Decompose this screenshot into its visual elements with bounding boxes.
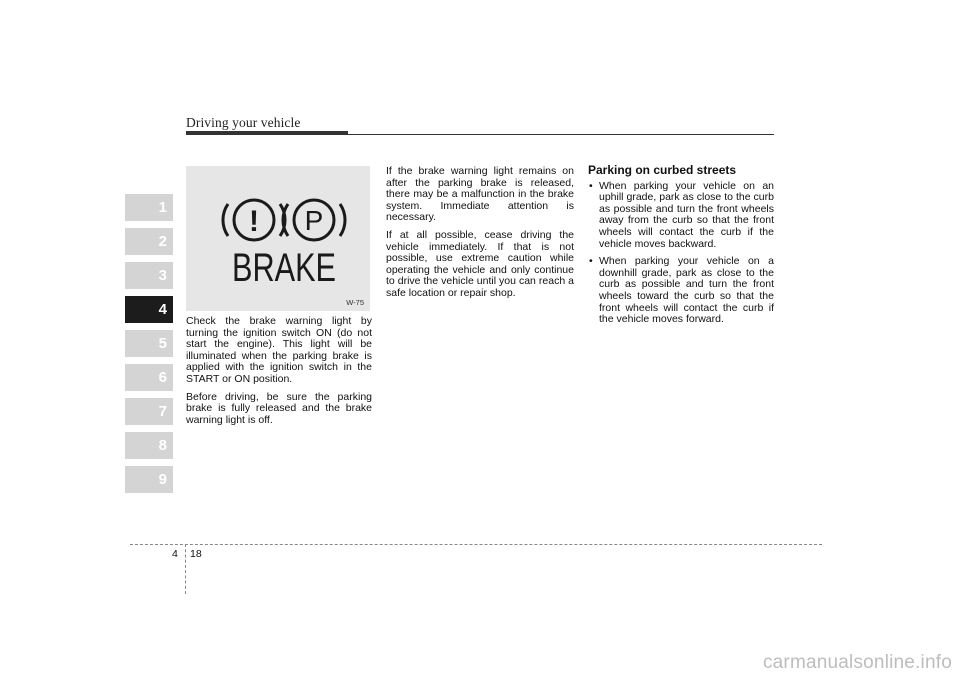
brake-warning-figure xyxy=(186,166,370,311)
chapter-tab-9[interactable]: 9 xyxy=(125,466,173,493)
column-middle xyxy=(386,166,574,306)
brake-warning-light-icon xyxy=(186,166,370,311)
bullet-downhill: • When parking your vehicle on a downhill grade, park as close to the curb as possible and turn the front wheels toward the curb so that the front wheels will contact the curb if the vehicle moves forward. xyxy=(588,256,774,326)
paragraph-before-driving: Before driving, be sure the parking brake is fully released and the brake warning light is off. xyxy=(186,390,372,426)
column-left xyxy=(186,316,372,432)
chapter-tab-7[interactable]: 7 xyxy=(125,398,173,425)
chapter-tab-1[interactable]: 1 xyxy=(125,194,173,221)
chapter-tab-2[interactable]: 2 xyxy=(125,228,173,255)
watermark: carmanualsonline.info xyxy=(762,652,952,673)
chapter-tab-5[interactable]: 5 xyxy=(125,330,173,357)
chapter-tabs xyxy=(125,194,173,500)
bullet-uphill: • When parking your vehicle on an uphill grade, park as close to the curb as possible and turn the front wheels away from the curb so that the front wheels will contact the curb if the vehicle moves backward. xyxy=(588,181,774,251)
paragraph-brake-check: Check the brake warning light by turning the ignition switch ON (do not start the engine). This light will be illuminated when the parking brake is applied with the ignition switch in the START or ON position. xyxy=(186,315,372,385)
section-heading: Parking on curbed streets xyxy=(588,163,737,177)
exclaim-arc-left xyxy=(223,204,228,236)
exclaim-glyph: ! xyxy=(249,205,259,238)
figure-code: W-75 xyxy=(346,298,364,307)
column-right xyxy=(588,165,774,332)
footer-rule xyxy=(130,544,822,545)
chapter-tab-3[interactable]: 3 xyxy=(125,262,173,289)
paragraph-malfunction: If the brake warning light remains on after the parking brake is released, there may be a malfunction in the brake system. Immediate attention is necessary. xyxy=(386,165,574,224)
footer-vertical-rule xyxy=(185,544,186,594)
park-glyph: P xyxy=(304,205,324,236)
brake-word: BRAKE xyxy=(232,246,336,290)
header-rule xyxy=(186,134,774,135)
page-chapter-number: 4 xyxy=(172,548,178,560)
chapter-tab-8[interactable]: 8 xyxy=(125,432,173,459)
page-number: 18 xyxy=(190,548,202,560)
park-arc-right xyxy=(340,204,345,236)
chapter-tab-6[interactable]: 6 xyxy=(125,364,173,391)
running-header-title: Driving your vehicle xyxy=(186,115,301,130)
chapter-tab-4[interactable]: 4 xyxy=(125,296,173,323)
paragraph-cease-driving: If at all possible, cease driving the vehicle immediately. If that is not possible, use extreme caution while operating the vehicle and only continue to drive the vehicle until you can reach a safe location or repair shop. xyxy=(386,228,574,299)
